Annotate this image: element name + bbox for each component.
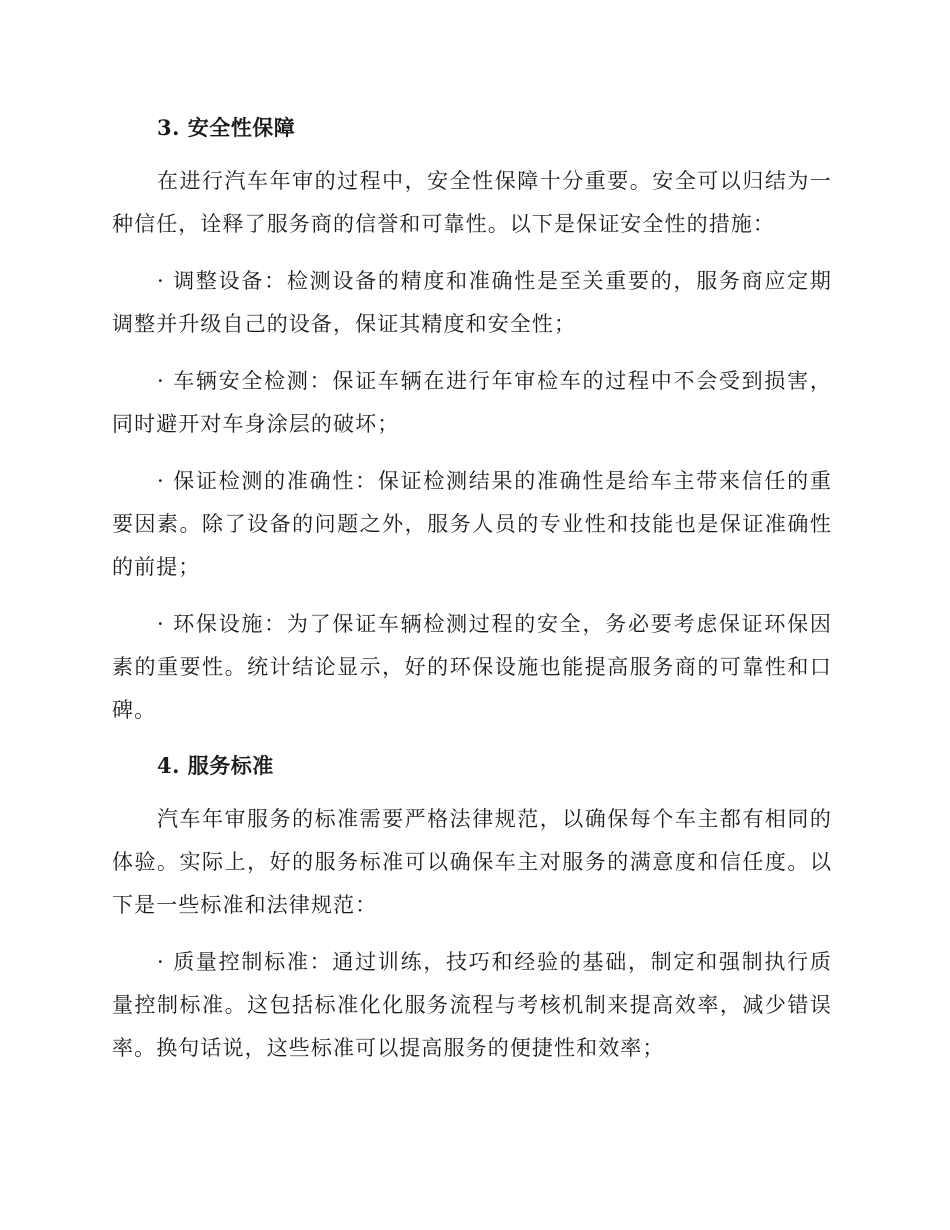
section-heading-safety: 3. 安全性保障 (157, 115, 296, 140)
paragraph-safety-intro: 在进行汽车年审的过程中，安全性保障十分重要。安全可以归结为一种信任，诠释了服务商的信誉和可靠性。以下是保证安全性的措施： (112, 169, 832, 236)
bullet-check-accuracy: · 保证检测的准确性：保证检测结果的准确性是给车主带来信任的重要因素。除了设备的问题之外，服务人员的专业性和技能也是保证准确性的前提； (112, 469, 832, 579)
document-page (112, 108, 832, 1070)
section-heading-service-standards: 4. 服务标准 (157, 753, 274, 778)
paragraph-standards-intro: 汽车年审服务的标准需要严格法律规范，以确保每个车主都有相同的体验。实际上，好的服务标准可以确保车主对服务的满意度和信任度。以下是一些标准和法律规范： (112, 807, 832, 917)
bullet-vehicle-safety-check: · 车辆安全检测：保证车辆在进行年审检车的过程中不会受到损害，同时避开对车身涂层的破坏； (112, 369, 832, 436)
bullet-adjust-equipment: · 调整设备：检测设备的精度和准确性是至关重要的，服务商应定期调整并升级自己的设备，保证其精度和安全性； (112, 269, 832, 336)
bullet-quality-control: · 质量控制标准：通过训练，技巧和经验的基础，制定和强制执行质量控制标准。这包括标准化化服务流程与考核机制来提高效率，减少错误率。换句话说，这些标准可以提高服务的便捷性和效率； (112, 950, 832, 1060)
bullet-environmental-facilities: · 环保设施：为了保证车辆检测过程的安全，务必要考虑保证环保因素的重要性。统计结论显示，好的环保设施也能提高服务商的可靠性和口碑。 (112, 612, 832, 722)
